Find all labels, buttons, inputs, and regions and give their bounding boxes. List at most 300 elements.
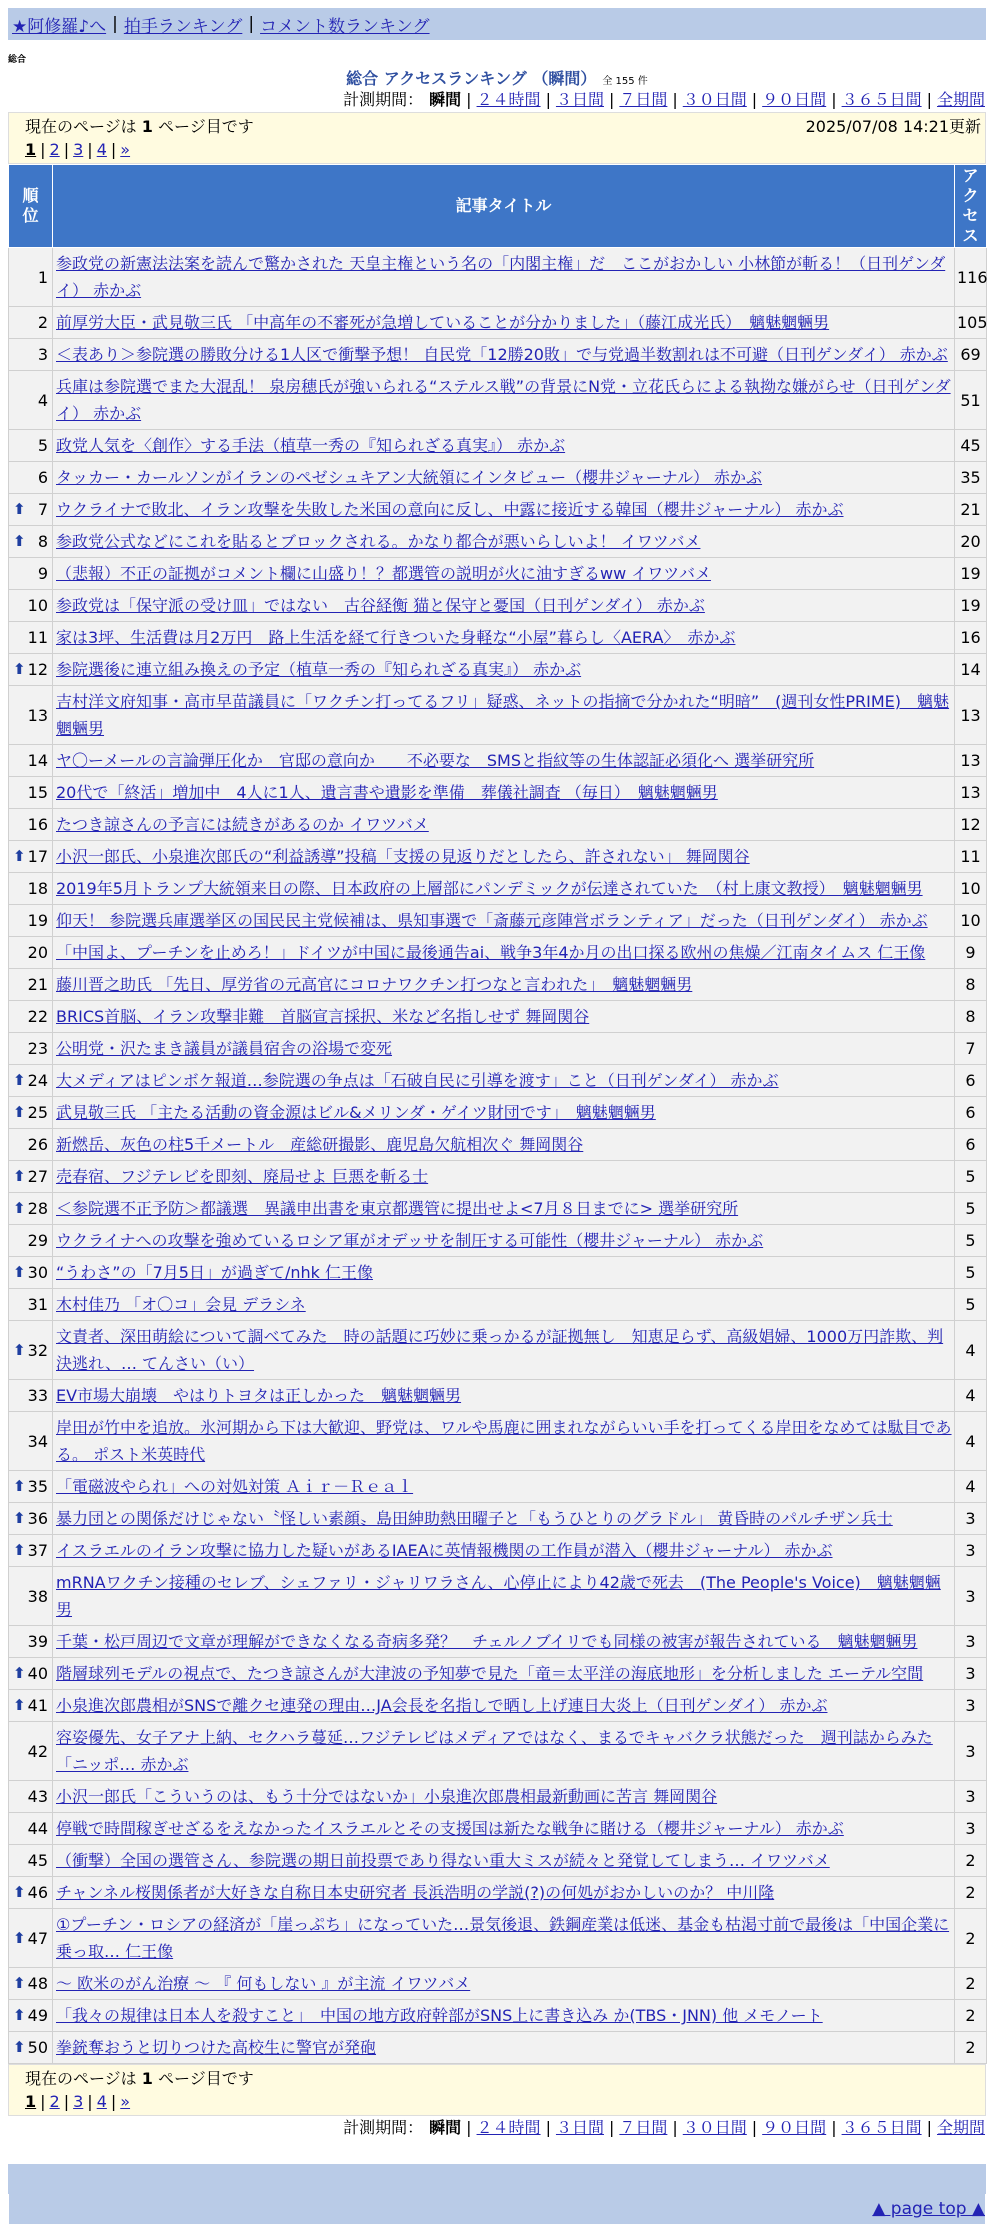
arrow-up-icon: ⬆: [13, 532, 26, 550]
access-count: 4: [955, 1321, 987, 1380]
rank-cell: [9, 1535, 53, 1567]
table-row: [9, 1129, 987, 1161]
title-cell: [53, 248, 955, 307]
rank-cell: [9, 745, 53, 777]
arrow-up-icon: ⬆: [13, 500, 26, 518]
title-header: 記事タイトル: [53, 165, 955, 248]
page-link[interactable]: 3: [73, 140, 84, 159]
title-cell: [53, 622, 955, 654]
title-cell: [53, 1503, 955, 1535]
rank-number: 18: [27, 879, 48, 898]
article-link[interactable]: 藤川晋之助氏 「先日、厚労省の元高官にコロナワクチン打つなと言われた」 魑魅魍魎男: [56, 975, 693, 994]
table-row: [9, 1845, 987, 1877]
period-separator: |: [831, 90, 837, 109]
title-cell: [53, 2000, 955, 2032]
access-count: 4: [955, 1412, 987, 1471]
access-count: 2: [955, 1968, 987, 2000]
period-link[interactable]: ３日間: [555, 2118, 604, 2137]
current-page-number: 1: [141, 2069, 153, 2088]
article-link[interactable]: 木村佳乃 「オ〇コ」会見 デラシネ: [56, 1295, 306, 1314]
rank-number: 26: [27, 1135, 48, 1154]
access-count: 45: [955, 430, 987, 462]
rank-number: 2: [37, 313, 48, 332]
current-page-number: 1: [141, 117, 153, 136]
article-link[interactable]: 兵庫は参院選でまた大混乱！ 泉房穂氏が強いられる“ステルス戦”の背景にN党・立花氏らによる執拗な嫌がらせ（日刊ゲンダイ） 赤かぶ: [56, 377, 951, 423]
rank-cell: [9, 841, 53, 873]
page-link-current[interactable]: 1: [25, 2092, 37, 2111]
rank-cell: [9, 526, 53, 558]
title-cell: [53, 1001, 955, 1033]
updated-timestamp: 2025/07/08 14:21更新: [805, 117, 981, 136]
table-row: [9, 1909, 987, 1968]
page-top-link[interactable]: ▲ page top ▲: [872, 2199, 985, 2219]
rank-number: 1: [37, 267, 48, 287]
period-separator: |: [608, 2118, 615, 2137]
access-count: 3: [955, 1722, 987, 1781]
page-status-text: [25, 115, 254, 138]
period-link[interactable]: 全期間: [936, 2118, 985, 2137]
article-link[interactable]: 前厚労大臣・武見敬三氏 「中高年の不審死が急増していることが分かりました」（藤江成光氏） 魑魅魍魎男: [56, 313, 830, 332]
rank-number: 10: [27, 596, 48, 615]
article-link[interactable]: 「我々の規律は日本人を殺すこと」 中国の地方政府幹部がSNS上に書き込み か(TBS・JNN) 他 メモノート: [56, 2006, 823, 2025]
article-link[interactable]: EV市場大崩壊 やはりトヨタは正しかった 魑魅魍魎男: [56, 1386, 462, 1405]
access-count: 6: [955, 1097, 987, 1129]
table-row: [9, 307, 987, 339]
page-separator: |: [63, 2092, 70, 2111]
article-link[interactable]: 参政党公式などにこれを貼るとブロックされる。かなり都合が悪いらしいよ！ イワツバメ: [56, 532, 701, 551]
table-header-row: [9, 165, 987, 248]
category-label: 総合: [8, 55, 27, 65]
nav-separator: |: [248, 14, 255, 34]
article-link[interactable]: タッカー・カールソンがイランのペゼシュキアン大統領にインタビュー（櫻井ジャーナル） 赤かぶ: [56, 468, 763, 487]
article-link[interactable]: BRICS首脳、イラン攻撃非難 首脳宣言採択、米など名指しせず 舞岡関谷: [56, 1007, 590, 1026]
access-count: 2: [955, 2000, 987, 2032]
period-link[interactable]: ７日間: [619, 2118, 668, 2137]
article-link[interactable]: 新燃岳、灰色の柱5千メートル 産総研撮影、鹿児島欠航相次ぐ 舞岡関谷: [56, 1135, 584, 1154]
rank-cell: [9, 873, 53, 905]
period-link[interactable]: ９０日間: [762, 90, 827, 109]
page-text-post: ページ目です: [152, 2069, 254, 2088]
period-link[interactable]: ７日間: [619, 90, 668, 109]
period-label: 計測期間：: [343, 90, 424, 109]
rank-number: 41: [27, 1696, 48, 1715]
rank-cell: [9, 905, 53, 937]
article-link[interactable]: “うわさ”の「7月5日」が過ぎて/nhk 仁王像: [56, 1263, 373, 1282]
title-cell: [53, 1412, 955, 1471]
article-link[interactable]: 武見敬三氏 「主たる活動の資金源はビル&メリンダ・ゲイツ財団です」 魑魅魍魎男: [56, 1103, 656, 1122]
period-link[interactable]: ３６５日間: [841, 2118, 922, 2137]
article-link[interactable]: 容姿優先、女子アナ上納、セクハラ蔓延…フジテレビはメディアではなく、まるでキャバクラ状態だった 週刊誌からみた「ニッポ… 赤かぶ: [56, 1728, 933, 1774]
title-cell: [53, 1690, 955, 1722]
access-count: 7: [955, 1033, 987, 1065]
rank-number: 44: [27, 1819, 48, 1838]
period-link[interactable]: ３６５日間: [841, 90, 922, 109]
rank-number: 4: [37, 390, 48, 410]
access-count: 10: [955, 873, 987, 905]
table-row: [9, 494, 987, 526]
title-cell: [53, 1626, 955, 1658]
table-row: [9, 777, 987, 809]
article-link[interactable]: 政党人気を〈創作〉する手法（植草一秀の『知られざる真実』） 赤かぶ: [56, 436, 566, 455]
table-row: [9, 809, 987, 841]
period-separator: |: [466, 90, 472, 109]
table-row: [9, 873, 987, 905]
title-cell: [53, 841, 955, 873]
page-link[interactable]: 2: [49, 2092, 60, 2111]
access-count: 3: [955, 1781, 987, 1813]
table-row: [9, 462, 987, 494]
ranking-table: [8, 164, 987, 2064]
title-cell: [53, 809, 955, 841]
arrow-up-icon: ⬆: [13, 1974, 26, 1992]
title-cell: [53, 1813, 955, 1845]
title-cell: [53, 873, 955, 905]
page-separator: |: [87, 2092, 93, 2111]
rank-number: 15: [27, 783, 48, 802]
arrow-up-icon: ⬆: [13, 1263, 26, 1281]
article-link[interactable]: 参政党は「保守派の受け皿」ではない 古谷経衡 猫と保守と憂国（日刊ゲンダイ） 赤かぶ: [56, 596, 705, 615]
title-cell: [53, 339, 955, 371]
title-cell: [53, 1097, 955, 1129]
table-row: [9, 937, 987, 969]
period-label: 計測期間：: [343, 2118, 424, 2137]
arrow-up-icon: ⬆: [13, 1477, 26, 1495]
access-count: 116: [955, 248, 987, 307]
period-current: 瞬間: [429, 90, 462, 109]
page-top-bar: [9, 2194, 985, 2224]
rank-number: 17: [27, 847, 48, 866]
rank-number: 27: [27, 1167, 48, 1186]
total-count: 全 155 件: [602, 76, 648, 87]
title-cell: [53, 1658, 955, 1690]
title-cell: [53, 558, 955, 590]
access-count: 3: [955, 1535, 987, 1567]
table-row: [9, 2000, 987, 2032]
rank-cell: [9, 2032, 53, 2064]
access-count: 19: [955, 558, 987, 590]
title-cell: [53, 1289, 955, 1321]
rank-cell: [9, 371, 53, 430]
title-cell: [53, 1257, 955, 1289]
period-link[interactable]: 全期間: [936, 90, 985, 109]
article-link[interactable]: イスラエルのイラン攻撃に協力した疑いがあるIAEAに英情報機関の工作員が潜入（櫻井ジャーナル） 赤かぶ: [56, 1541, 833, 1560]
rank-number: 45: [27, 1851, 48, 1870]
rank-cell: [9, 1845, 53, 1877]
rank-cell: [9, 1471, 53, 1503]
rank-number: 35: [27, 1477, 48, 1496]
page-status-text: [25, 2067, 254, 2090]
access-count: 21: [955, 494, 987, 526]
table-row: [9, 1813, 987, 1845]
rank-cell: [9, 1412, 53, 1471]
rank-cell: [9, 1321, 53, 1380]
access-count: 20: [955, 526, 987, 558]
article-link[interactable]: 売春宿、フジテレビを即刻、廃局せよ 巨悪を斬る士: [56, 1167, 429, 1186]
page-link[interactable]: 3: [73, 2092, 84, 2111]
title-cell: [53, 1161, 955, 1193]
period-link[interactable]: ３０日間: [682, 2118, 747, 2137]
table-row: [9, 590, 987, 622]
rank-cell: [9, 1161, 53, 1193]
table-row: [9, 905, 987, 937]
access-count: 10: [955, 905, 987, 937]
period-current: 瞬間: [429, 2118, 462, 2137]
page-links: [25, 2090, 981, 2114]
article-link[interactable]: 参政党の新憲法法案を読んで驚かされた 天皇主権という名の「内閣主権」だ ここがおかしい 小林節が斬る！（日刊ゲンダイ） 赤かぶ: [56, 254, 946, 300]
table-row: [9, 1722, 987, 1781]
article-link[interactable]: 大メディアはピンボケ報道…参院選の争点は「石破自民に引導を渡す」こと（日刊ゲンダイ） 赤かぶ: [56, 1071, 779, 1090]
rank-cell: [9, 1289, 53, 1321]
arrow-up-icon: ⬆: [13, 847, 26, 865]
article-link[interactable]: 文責者、深田萌絵について調べてみた 時の話題に巧妙に乗っかるが証拠無し 知恵足らず、高級娼婦、1000万円詐欺、判決逃れ、… てんさい（い）: [56, 1327, 944, 1373]
rank-cell: [9, 558, 53, 590]
access-count: 9: [955, 937, 987, 969]
rank-number: 30: [27, 1263, 48, 1282]
access-header-text: アク: [962, 166, 979, 205]
article-link[interactable]: 暴力団との関係だけじゃない〝怪しい素顔〟島田紳助熱田曜子と「もうひとりのグラドル」 黄昏時のパルチザン兵士: [56, 1509, 893, 1528]
article-link[interactable]: 千葉・松戸周辺で文章が理解ができなくなる奇病多発？ チェルノブイリでも同様の被害が報告されている 魑魅魍魎男: [56, 1632, 918, 1651]
period-separator: |: [831, 2118, 837, 2137]
rank-number: 37: [27, 1541, 48, 1560]
access-count: 2: [955, 1909, 987, 1968]
rank-cell: [9, 1129, 53, 1161]
rank-number: 31: [27, 1295, 48, 1314]
page-separator: |: [63, 140, 70, 159]
rank-cell: [9, 686, 53, 745]
rank-cell: [9, 1193, 53, 1225]
access-count: 4: [955, 1380, 987, 1412]
access-count: 3: [955, 1813, 987, 1845]
rank-number: 43: [27, 1787, 48, 1806]
rank-number: 11: [27, 628, 48, 647]
rank-number: 49: [27, 2006, 48, 2025]
clap-ranking-link[interactable]: 拍手ランキング: [123, 16, 243, 37]
rank-number: 40: [27, 1664, 48, 1683]
access-count: 5: [955, 1257, 987, 1289]
access-count: 3: [955, 1658, 987, 1690]
title-cell: [53, 1321, 955, 1380]
rank-number: 32: [27, 1340, 48, 1360]
rank-number: 22: [27, 1007, 48, 1026]
article-link[interactable]: チャンネル桜関係者が大好きな自称日本史研究者 長浜浩明の学説(?)の何処がおかしいのか？ 中川隆: [56, 1883, 775, 1902]
rank-number: 50: [27, 2038, 48, 2057]
access-count: 6: [955, 1065, 987, 1097]
title-cell: [53, 1129, 955, 1161]
title-cell: [53, 905, 955, 937]
access-count: 69: [955, 339, 987, 371]
title-cell: [53, 371, 955, 430]
rank-cell: [9, 1503, 53, 1535]
rank-cell: [9, 462, 53, 494]
access-count: 3: [955, 1567, 987, 1626]
article-link[interactable]: ＜表あり＞参院選の勝敗分ける1人区で衝撃予想！ 自民党「12勝20敗」で与党過半数割れは不可避（日刊ゲンダイ） 赤かぶ: [56, 345, 948, 364]
period-link[interactable]: ３０日間: [682, 90, 747, 109]
rank-cell: [9, 1097, 53, 1129]
title-cell: [53, 1535, 955, 1567]
rank-number: 19: [27, 911, 48, 930]
article-link[interactable]: 小泉進次郎農相がSNSで離クセ連発の理由…JA会長を名指しで晒し上げ連日大炎上（日刊ゲンダイ） 赤かぶ: [56, 1696, 828, 1715]
period-link[interactable]: ２４時間: [476, 90, 541, 109]
page-title: [0, 66, 994, 88]
article-link[interactable]: 参院選後に連立組み換えの予定（植草一秀の『知られざる真実』） 赤かぶ: [56, 660, 582, 679]
title-cell: [53, 494, 955, 526]
period-separator: |: [751, 90, 758, 109]
rank-number: 3: [37, 345, 48, 364]
title-cell: [53, 937, 955, 969]
table-row: [9, 1321, 987, 1380]
article-link[interactable]: ～ 欧米のがん治療 ～ 『 何もしない 』が主流 イワツバメ: [56, 1974, 471, 1993]
rank-cell: [9, 1690, 53, 1722]
table-row: [9, 686, 987, 745]
title-cell: [53, 1567, 955, 1626]
arrow-up-icon: ⬆: [13, 1509, 26, 1527]
table-row: [9, 1690, 987, 1722]
arrow-up-icon: ⬆: [13, 1071, 26, 1089]
table-row: [9, 1033, 987, 1065]
article-link[interactable]: ヤ〇ーメールの言論弾圧化か 官邸の意向か 不必要な SMSと指紋等の生体認証必須化へ 選挙研究所: [56, 751, 815, 770]
access-count: 5: [955, 1289, 987, 1321]
title-cell: [53, 1968, 955, 2000]
page-link[interactable]: 2: [49, 140, 60, 159]
page-separator: |: [87, 140, 93, 159]
rank-number: 14: [27, 751, 48, 770]
table-row: [9, 430, 987, 462]
table-row: [9, 1225, 987, 1257]
rank-number: 21: [27, 975, 48, 994]
article-link[interactable]: たつき諒さんの予言には続きがあるのか イワツバメ: [56, 815, 429, 834]
rank-number: 39: [27, 1632, 48, 1651]
rank-number: 5: [37, 436, 48, 455]
access-count: 3: [955, 1690, 987, 1722]
period-separator: |: [545, 90, 551, 109]
title-cell: [53, 1225, 955, 1257]
title-cell: [53, 1722, 955, 1781]
page-separator: |: [110, 2092, 117, 2111]
rank-cell: [9, 430, 53, 462]
page-text-post: ページ目です: [152, 117, 254, 136]
rank-cell: [9, 1877, 53, 1909]
page-link[interactable]: 4: [96, 140, 107, 159]
article-link[interactable]: 拳銃奪おうと切りつけた高校生に警官が発砲: [56, 2038, 377, 2057]
article-link[interactable]: 岸田が竹中を追放。氷河期から下は大歓迎、野党は、ワルや馬鹿に囲まれながらいい手を打ってくる岸田をなめては駄目である。 ポスト米英時代: [56, 1418, 952, 1464]
page-link[interactable]: 4: [96, 2092, 107, 2111]
article-link[interactable]: （衝撃）全国の選管さん、参院選の期日前投票であり得ない重大ミスが続々と発覚してしまう… イワツバメ: [56, 1851, 830, 1870]
period-separator: |: [466, 2118, 472, 2137]
article-link[interactable]: ウクライナで敗北、イラン攻撃を失敗した米国の意向に反し、中露に接近する韓国（櫻井ジャーナル） 赤かぶ: [56, 500, 844, 519]
page-separator: |: [110, 140, 117, 159]
article-link[interactable]: 公明党・沢たまき議員が議員宿舎の浴場で変死: [56, 1039, 393, 1058]
rank-number: 12: [27, 660, 48, 679]
table-row: [9, 1535, 987, 1567]
article-link[interactable]: ウクライナへの攻撃を強めているロシア軍がオデッサを制圧する可能性（櫻井ジャーナル） 赤かぶ: [56, 1231, 764, 1250]
access-count: 13: [955, 777, 987, 809]
article-link[interactable]: 階層球列モデルの視点で、たつき諒さんが大津波の予知夢で見た「竜＝太平洋の海底地形」を分析しました エーテル空間: [56, 1664, 924, 1683]
table-row: [9, 248, 987, 307]
article-link[interactable]: （悲報）不正の証拠がコメント欄に山盛り！？都選管の説明が火に油すぎるww イワツバメ: [56, 564, 711, 583]
table-row: [9, 1503, 987, 1535]
article-link[interactable]: 「中国よ、プーチンを止めろ！」ドイツが中国に最後通告ai、戦争3年4か月の出口探る欧州の焦燥／江南タイムス 仁王像: [56, 943, 926, 962]
article-link[interactable]: 家は3坪、生活費は月2万円 路上生活を経て行きついた身軽な“小屋”暮らし〈AERA〉 赤かぶ: [56, 628, 736, 647]
access-count: 105: [955, 307, 987, 339]
rank-number: 6: [37, 468, 48, 487]
rank-cell: [9, 809, 53, 841]
page-links: [25, 138, 981, 162]
pagination-box-bottom: [8, 2064, 986, 2116]
arrow-up-icon: ⬆: [13, 1883, 26, 1901]
article-link[interactable]: 2019年5月トランプ大統領来日の際、日本政府の上層部にパンデミックが伝達されていた （村上康文教授） 魑魅魍魎男: [56, 879, 923, 898]
table-row: [9, 622, 987, 654]
rank-number: 42: [27, 1741, 48, 1761]
article-link[interactable]: mRNAワクチン接種のセレブ、シェファリ・ジャリワラさん、心停止により42歳で死去 (The People's Voice) 魑魅魍魎男: [56, 1573, 941, 1619]
rank-cell: [9, 1380, 53, 1412]
rank-cell: [9, 307, 53, 339]
article-link[interactable]: 停戦で時間稼ぎせざるをえなかったイスラエルとその支援国は新たな戦争に賭ける（櫻井ジャーナル） 赤かぶ: [56, 1819, 844, 1838]
article-link[interactable]: 「電磁波やられ」への対処対策 Ａｉｒ－Ｒｅａｌ: [56, 1477, 414, 1496]
page-link-current[interactable]: 1: [25, 140, 37, 159]
period-link[interactable]: ９０日間: [762, 2118, 827, 2137]
article-link[interactable]: 小沢一郎氏、小泉進次郎氏の“利益誘導”投稿「支援の見返りだとしたら、許されない」 舞岡関谷: [56, 847, 750, 866]
access-count: 13: [955, 745, 987, 777]
page-status-row: [25, 2067, 981, 2090]
article-link[interactable]: 小沢一郎氏「こういうのは、もう十分ではないか」小泉進次郎農相最新動画に苦言 舞岡関谷: [56, 1787, 718, 1806]
article-link[interactable]: 20代で「終活」増加中 4人に1人、遺言書や遺影を準備 葬儀社調査 （毎日） 魑魅魍魎男: [56, 783, 718, 802]
period-link[interactable]: ２４時間: [476, 2118, 541, 2137]
title-cell: [53, 1065, 955, 1097]
article-link[interactable]: ①プーチン・ロシアの経済が「崖っぷち」になっていた…景気後退、鉄鋼産業は低迷、基金も枯渇寸前で最後は「中国企業に乗っ取… 仁王像: [56, 1915, 950, 1961]
footer-bar: [8, 2164, 986, 2194]
arrow-up-icon: ⬆: [13, 1541, 26, 1559]
article-link[interactable]: 吉村洋文府知事・高市早苗議員に「ワクチン打ってるフリ」疑惑、ネットの指摘で分かれた“明暗” (週刊女性PRIME) 魑魅魍魎男: [56, 692, 950, 738]
rank-cell: [9, 969, 53, 1001]
article-link[interactable]: ＜参院選不正予防＞都議選 異議申出書を東京都選管に提出せよ<7月８日までに> 選挙研究所: [56, 1199, 739, 1218]
next-page-link[interactable]: »: [120, 140, 131, 159]
rank-header-text: 順: [22, 186, 39, 205]
rank-cell: [9, 1567, 53, 1626]
rank-cell: [9, 1658, 53, 1690]
title-cell: [53, 1909, 955, 1968]
page-text-pre: 現在のページは: [25, 2069, 142, 2088]
comment-ranking-link[interactable]: コメント数ランキング: [260, 16, 430, 37]
article-link[interactable]: 仰天！ 参院選兵庫選挙区の国民民主党候補は、県知事選で「斎藤元彦陣営ボランティア」だった（日刊ゲンダイ） 赤かぶ: [56, 911, 928, 930]
rank-cell: [9, 1781, 53, 1813]
arrow-up-icon: ⬆: [13, 1696, 26, 1714]
period-link[interactable]: ３日間: [555, 90, 604, 109]
rank-cell: [9, 1001, 53, 1033]
table-row: [9, 339, 987, 371]
title-cell: [53, 1033, 955, 1065]
rank-number: 13: [27, 705, 48, 725]
period-separator: |: [751, 2118, 758, 2137]
period-separator: |: [672, 2118, 678, 2137]
table-row: [9, 1289, 987, 1321]
arrow-up-icon: ⬆: [13, 1340, 26, 1359]
rank-number: 29: [27, 1231, 48, 1250]
title-cell: [53, 686, 955, 745]
access-count: 19: [955, 590, 987, 622]
access-count: 6: [955, 1129, 987, 1161]
table-row: [9, 1380, 987, 1412]
next-page-link[interactable]: »: [120, 2092, 131, 2111]
rank-cell: [9, 1813, 53, 1845]
access-count: 35: [955, 462, 987, 494]
top-nav-bar: [8, 8, 986, 40]
title-cell: [53, 654, 955, 686]
page-separator: |: [40, 2092, 46, 2111]
rank-number: 20: [27, 943, 48, 962]
home-link[interactable]: ★阿修羅♪へ: [12, 16, 107, 37]
rank-cell: [9, 937, 53, 969]
title-cell: [53, 969, 955, 1001]
